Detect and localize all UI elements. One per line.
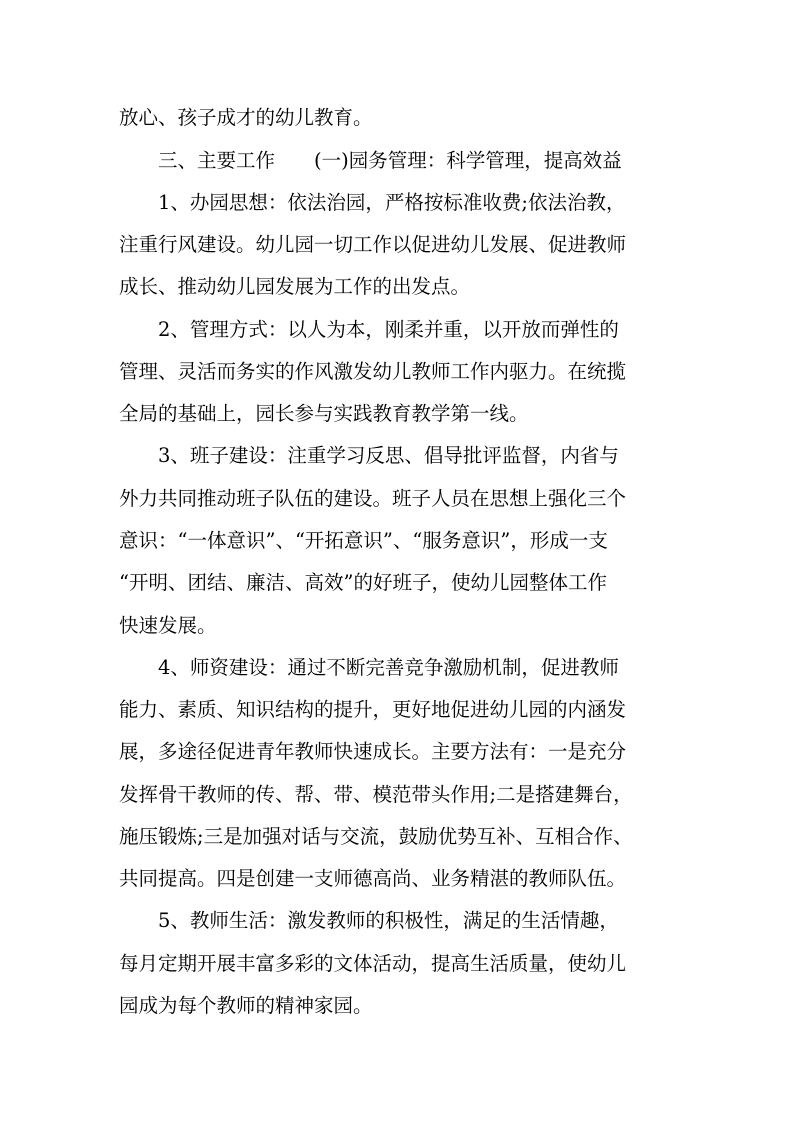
text-line: 园成为每个教师的精神家园。 <box>119 994 373 1017</box>
text-line: 3、班子建设：注重学习反思、倡导批评监督，内省与 <box>158 444 619 467</box>
text-line: 施压锻炼;三是加强对话与交流，鼓励优势互补、互相合作、 <box>119 825 633 848</box>
text-line: 展，多途径促进青年教师快速成长。主要方法有：一是充分 <box>119 740 627 763</box>
section-heading: 三、主要工作 (一)园务管理：科学管理，提高效益 <box>158 149 622 172</box>
text-line: 每月定期开展丰富多彩的文体活动，提高生活质量，使幼儿 <box>119 952 627 975</box>
text-line: 5、教师生活：激发教师的积极性，满足的生活情趣， <box>158 909 619 932</box>
text-line: 外力共同推动班子队伍的建设。班子人员在思想上强化三个 <box>119 487 627 510</box>
text-line: 能力、素质、知识结构的提升，更好地促进幼儿园的内涵发 <box>119 698 627 721</box>
text-line: 发挥骨干教师的传、帮、带、模范带头作用;二是搭建舞台， <box>119 783 633 806</box>
text-line: 放心、孩子成才的幼儿教育。 <box>119 106 373 129</box>
text-line: 意识：“一体意识”、“开拓意识”、“服务意识”，形成一支 <box>119 529 608 552</box>
text-line: 1、办园思想：依法治园，严格按标准收费;依法治教， <box>158 191 626 214</box>
text-line: 全局的基础上，园长参与实践教育教学第一线。 <box>119 402 529 425</box>
text-line: 4、师资建设：通过不断完善竞争激励机制，促进教师 <box>158 656 619 679</box>
text-line: “开明、团结、廉洁、高效”的好班子，使幼儿园整体工作 <box>119 571 607 594</box>
text-line: 共同提高。四是创建一支师德高尚、业务精湛的教师队伍。 <box>119 867 627 890</box>
text-line: 注重行风建设。幼儿园一切工作以促进幼儿发展、促进教师 <box>119 233 627 256</box>
text-line: 2、管理方式：以人为本，刚柔并重，以开放而弹性的 <box>158 318 619 341</box>
text-line: 管理、灵活而务实的作风激发幼儿教师工作内驱力。在统揽 <box>119 360 627 383</box>
text-line: 快速发展。 <box>119 614 217 637</box>
text-line: 成长、推动幼儿园发展为工作的出发点。 <box>119 275 471 298</box>
